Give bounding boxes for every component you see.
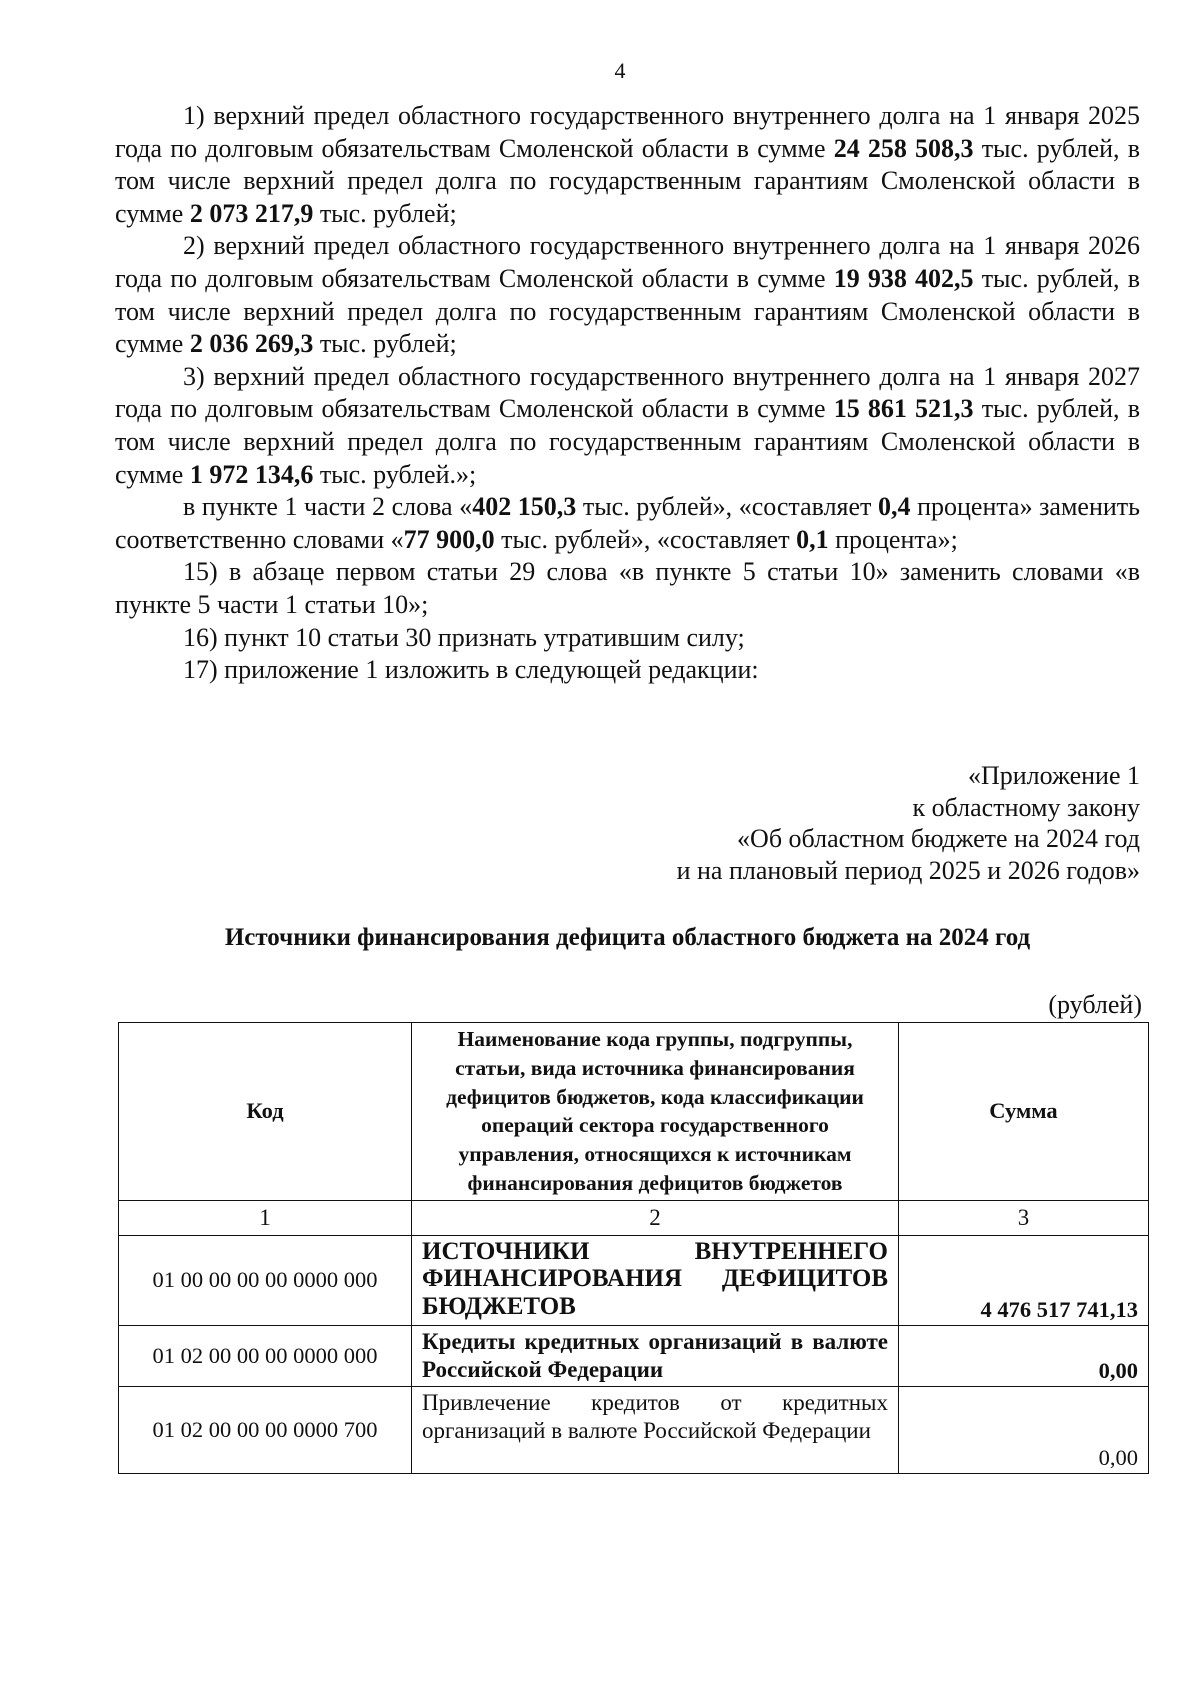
appendix-header [677,760,1140,886]
appendix-line: «Приложение 1 [967,761,1140,790]
replacement-clause [115,491,1140,556]
row-name: Кредиты кредитных организаций в валюте Российской Федерации [412,1325,899,1386]
units-label: (рублей) [1048,990,1142,1019]
column-number: 1 [119,1200,412,1235]
item-text: 3) верхний предел областного государственного внутреннего долга на 1 января 2027 года по долговым обязательствам Смоленской области в сумме [115,361,1140,424]
clause-text: тыс. рублей», «составляет [494,524,797,554]
point-16: 16) пункт 10 статьи 30 признать утратившим силу; [183,622,745,652]
debt-amount: 19 938 402,5 [833,263,974,293]
new-percent: 0,1 [796,524,829,554]
clause-text: тыс. рублей», «составляет [576,492,878,522]
item-text: 1) верхний предел областного государственного внутреннего долга на 1 января 2025 года по долговым обязательствам Смоленской области в сумме [115,101,1140,163]
table-row [119,1386,1149,1473]
page-number: 4 [614,58,626,83]
appendix-line: «Об областном бюджете на 2024 год [737,824,1140,853]
old-percent: 0,4 [878,492,911,522]
column-number-row [119,1200,1149,1235]
header-code: Код [119,1023,412,1201]
point-17: 17) приложение 1 изложить в следующей редакции: [183,655,759,685]
guarantee-amount: 2 036 269,3 [189,329,314,359]
table-row [119,1235,1149,1325]
item-text: тыс. рублей.»; [313,459,477,489]
debt-limit-item-2025 [115,100,1140,230]
row-sum: 4 476 517 741,13 [899,1235,1149,1325]
row-code: 01 02 00 00 00 0000 700 [119,1386,412,1473]
debt-limit-item-2026 [115,230,1140,360]
table-title: Источники финансирования дефицита областного бюджета на 2024 год [224,924,1031,951]
column-number: 2 [412,1200,899,1235]
header-name: Наименование кода группы, подгруппы, статьи, вида источника финансирования дефицитов бюджетов, кода классификации операций сектора государственного управления, относящихся к источникам финансирования дефицитов бюджетов [412,1023,899,1201]
item-text: тыс. рублей, в том числе верхний предел долга по государственным гарантиям Смоленской области в сумме [115,263,1140,359]
item-text: 2) верхний предел областного государственного внутреннего долга на 1 января 2026 года по долговым обязательствам Смоленской области в сумме [115,231,1140,293]
point-15: 15) в абзаце первом статьи 29 слова «в пункте 5 статьи 10» заменить словами «в пункте 5 части 1 статьи 10»; [115,557,1140,619]
old-amount: 402 150,3 [472,492,577,522]
financing-sources-table [118,1022,1149,1474]
appendix-line: и на плановый период 2025 и 2026 годов» [676,855,1140,885]
header-sum: Сумма [899,1023,1149,1201]
clause-text: процента» заменить соответственно словами « [115,492,1141,554]
clause-text: процента»; [828,524,958,554]
debt-limit-item-2027 [115,361,1140,491]
appendix-line: к областному закону [912,792,1140,822]
guarantee-amount: 2 073 217,9 [189,198,314,228]
table-row [119,1325,1149,1386]
table-header-row [119,1023,1149,1201]
new-amount: 77 900,0 [403,524,495,554]
item-text: тыс. рублей; [313,198,457,228]
row-sum: 0,00 [899,1386,1149,1473]
clause-text: в пункте 1 части 2 слова « [183,492,473,522]
item-text: тыс. рублей; [313,329,457,359]
column-number: 3 [899,1200,1149,1235]
row-sum: 0,00 [899,1325,1149,1386]
item-text: тыс. рублей, в том числе верхний предел долга по государственным гарантиям Смоленской области в сумме [115,394,1140,489]
amendment-text [115,100,1140,687]
row-name: Привлечение кредитов от кредитных организаций в валюте Российской Федерации [412,1386,899,1473]
row-code: 01 00 00 00 00 0000 000 [119,1235,412,1325]
debt-amount: 15 861 521,3 [833,394,974,424]
debt-amount: 24 258 508,3 [833,133,974,163]
row-name: ИСТОЧНИКИ ВНУТРЕННЕГО ФИНАНСИРОВАНИЯ ДЕФИЦИТОВ БЮДЖЕТОВ [412,1235,899,1325]
row-code: 01 02 00 00 00 0000 000 [119,1325,412,1386]
item-text: тыс. рублей, в том числе верхний предел долга по государственным гарантиям Смоленской области в сумме [115,133,1140,228]
guarantee-amount: 1 972 134,6 [189,459,314,489]
